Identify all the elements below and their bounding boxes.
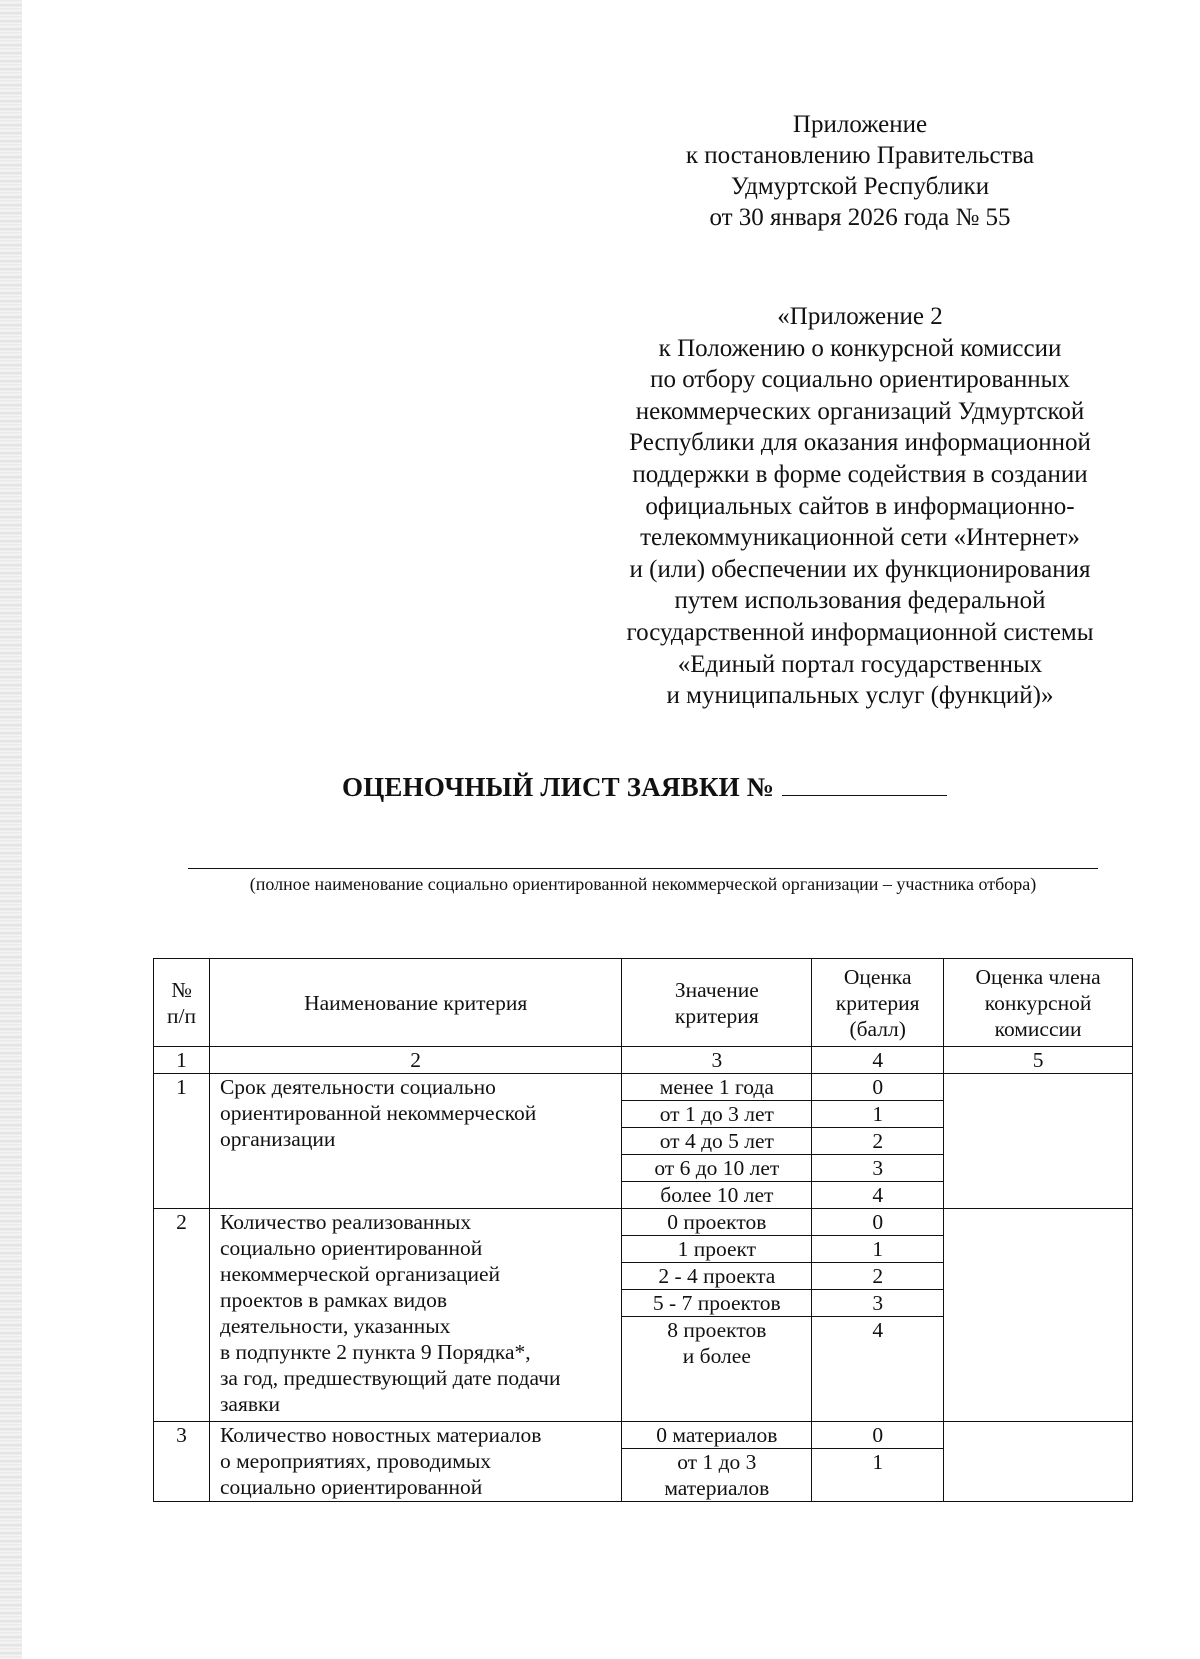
appendix-line: государственной информационной системы (626, 618, 1094, 646)
scan-edge-artifact (0, 0, 22, 1659)
member-score-cell[interactable] (944, 1422, 1133, 1502)
approval-header (630, 109, 1090, 233)
criterion-score: 3 (812, 1155, 944, 1182)
table-row (154, 1074, 1133, 1101)
criterion-value: 2 - 4 проекта (622, 1263, 812, 1290)
criterion-value: 5 - 7 проектов (622, 1290, 812, 1317)
col-number: 5 (944, 1047, 1133, 1074)
appendix-line: официальных сайтов в информационно- (645, 492, 1075, 520)
approval-line: к постановлению Правительства (685, 142, 1035, 169)
criterion-value: 1 проект (622, 1236, 812, 1263)
criteria-table (153, 958, 1133, 1502)
criterion-value: 0 материалов (622, 1422, 812, 1449)
criterion-score: 4 (812, 1317, 944, 1422)
appendix-line: и (или) обеспечении их функционирования (629, 555, 1091, 583)
appendix-line: и муниципальных услуг (функций)» (666, 682, 1054, 710)
appendix-line: «Приложение 2 (777, 303, 943, 330)
approval-line: от 30 января 2026 года № 55 (709, 204, 1011, 231)
criterion-score: 0 (812, 1074, 944, 1101)
criterion-value: от 4 до 5 лет (622, 1128, 812, 1155)
appendix-header (575, 301, 1145, 712)
appendix-line: поддержки в форме содействия в создании (632, 460, 1088, 488)
criterion-value: менее 1 года (622, 1074, 812, 1101)
criterion-score: 1 (812, 1236, 944, 1263)
application-number-blank (782, 771, 947, 796)
appendix-line: путем использования федеральной (674, 587, 1046, 615)
criterion-value: от 1 до 3 материалов (622, 1449, 812, 1502)
header-num: № п/п (154, 959, 210, 1047)
member-score-cell[interactable] (944, 1209, 1133, 1422)
document-title (342, 771, 947, 803)
header-score: Оценка критерия (балл) (812, 959, 944, 1047)
criterion-value: 0 проектов (622, 1209, 812, 1236)
appendix-line: к Положению о конкурсной комиссии (658, 334, 1062, 362)
criterion-num: 2 (154, 1209, 210, 1422)
criterion-value: 8 проектов и более (622, 1317, 812, 1422)
appendix-line: по отбору социально ориентированных (650, 366, 1070, 394)
criterion-name: Количество реализованных социально ориентированной некоммерческой организацией проектов в рамках видов деятельности, указанных в подпункте 2 пункта 9 Порядка*, за год, предшествующий дате подачи заявки (209, 1209, 621, 1422)
appendix-line: телекоммуникационной сети «Интернет» (640, 524, 1080, 552)
criterion-num: 1 (154, 1074, 210, 1209)
member-score-cell[interactable] (944, 1074, 1133, 1209)
criterion-num: 3 (154, 1422, 210, 1502)
criterion-value: от 1 до 3 лет (622, 1101, 812, 1128)
appendix-line: некоммерческих организаций Удмуртской (635, 397, 1085, 425)
header-member-score: Оценка члена конкурсной комиссии (944, 959, 1133, 1047)
table-row (154, 1422, 1133, 1449)
column-number-row (154, 1047, 1133, 1074)
criterion-name: Количество новостных материалов о мероприятиях, проводимых социально ориентированной (209, 1422, 621, 1502)
header-name: Наименование критерия (209, 959, 621, 1047)
criterion-score: 2 (812, 1128, 944, 1155)
header-row (154, 959, 1133, 1047)
col-number: 1 (154, 1047, 210, 1074)
col-number: 3 (622, 1047, 812, 1074)
approval-line: Удмуртской Республики (730, 173, 990, 200)
approval-line: Приложение (792, 111, 928, 138)
criterion-value: от 6 до 10 лет (622, 1155, 812, 1182)
criterion-score: 3 (812, 1290, 944, 1317)
title-text: ОЦЕНОЧНЫЙ ЛИСТ ЗАЯВКИ № (342, 772, 775, 802)
criterion-score: 1 (812, 1449, 944, 1502)
org-name-blank-line (188, 868, 1098, 869)
criterion-score: 4 (812, 1182, 944, 1209)
header-value: Значение критерия (622, 959, 812, 1047)
col-number: 4 (812, 1047, 944, 1074)
criterion-score: 0 (812, 1209, 944, 1236)
criterion-score: 1 (812, 1101, 944, 1128)
appendix-line: Республики для оказания информационной (629, 429, 1091, 457)
criterion-score: 0 (812, 1422, 944, 1449)
org-name-caption: (полное наименование социально ориентированной некоммерческой организации – участника отбора) (249, 874, 1037, 894)
col-number: 2 (209, 1047, 621, 1074)
criterion-value: более 10 лет (622, 1182, 812, 1209)
table-row (154, 1209, 1133, 1236)
criterion-score: 2 (812, 1263, 944, 1290)
appendix-line: «Единый портал государственных (677, 650, 1043, 678)
criterion-name: Срок деятельности социально ориентированной некоммерческой организации (209, 1074, 621, 1209)
